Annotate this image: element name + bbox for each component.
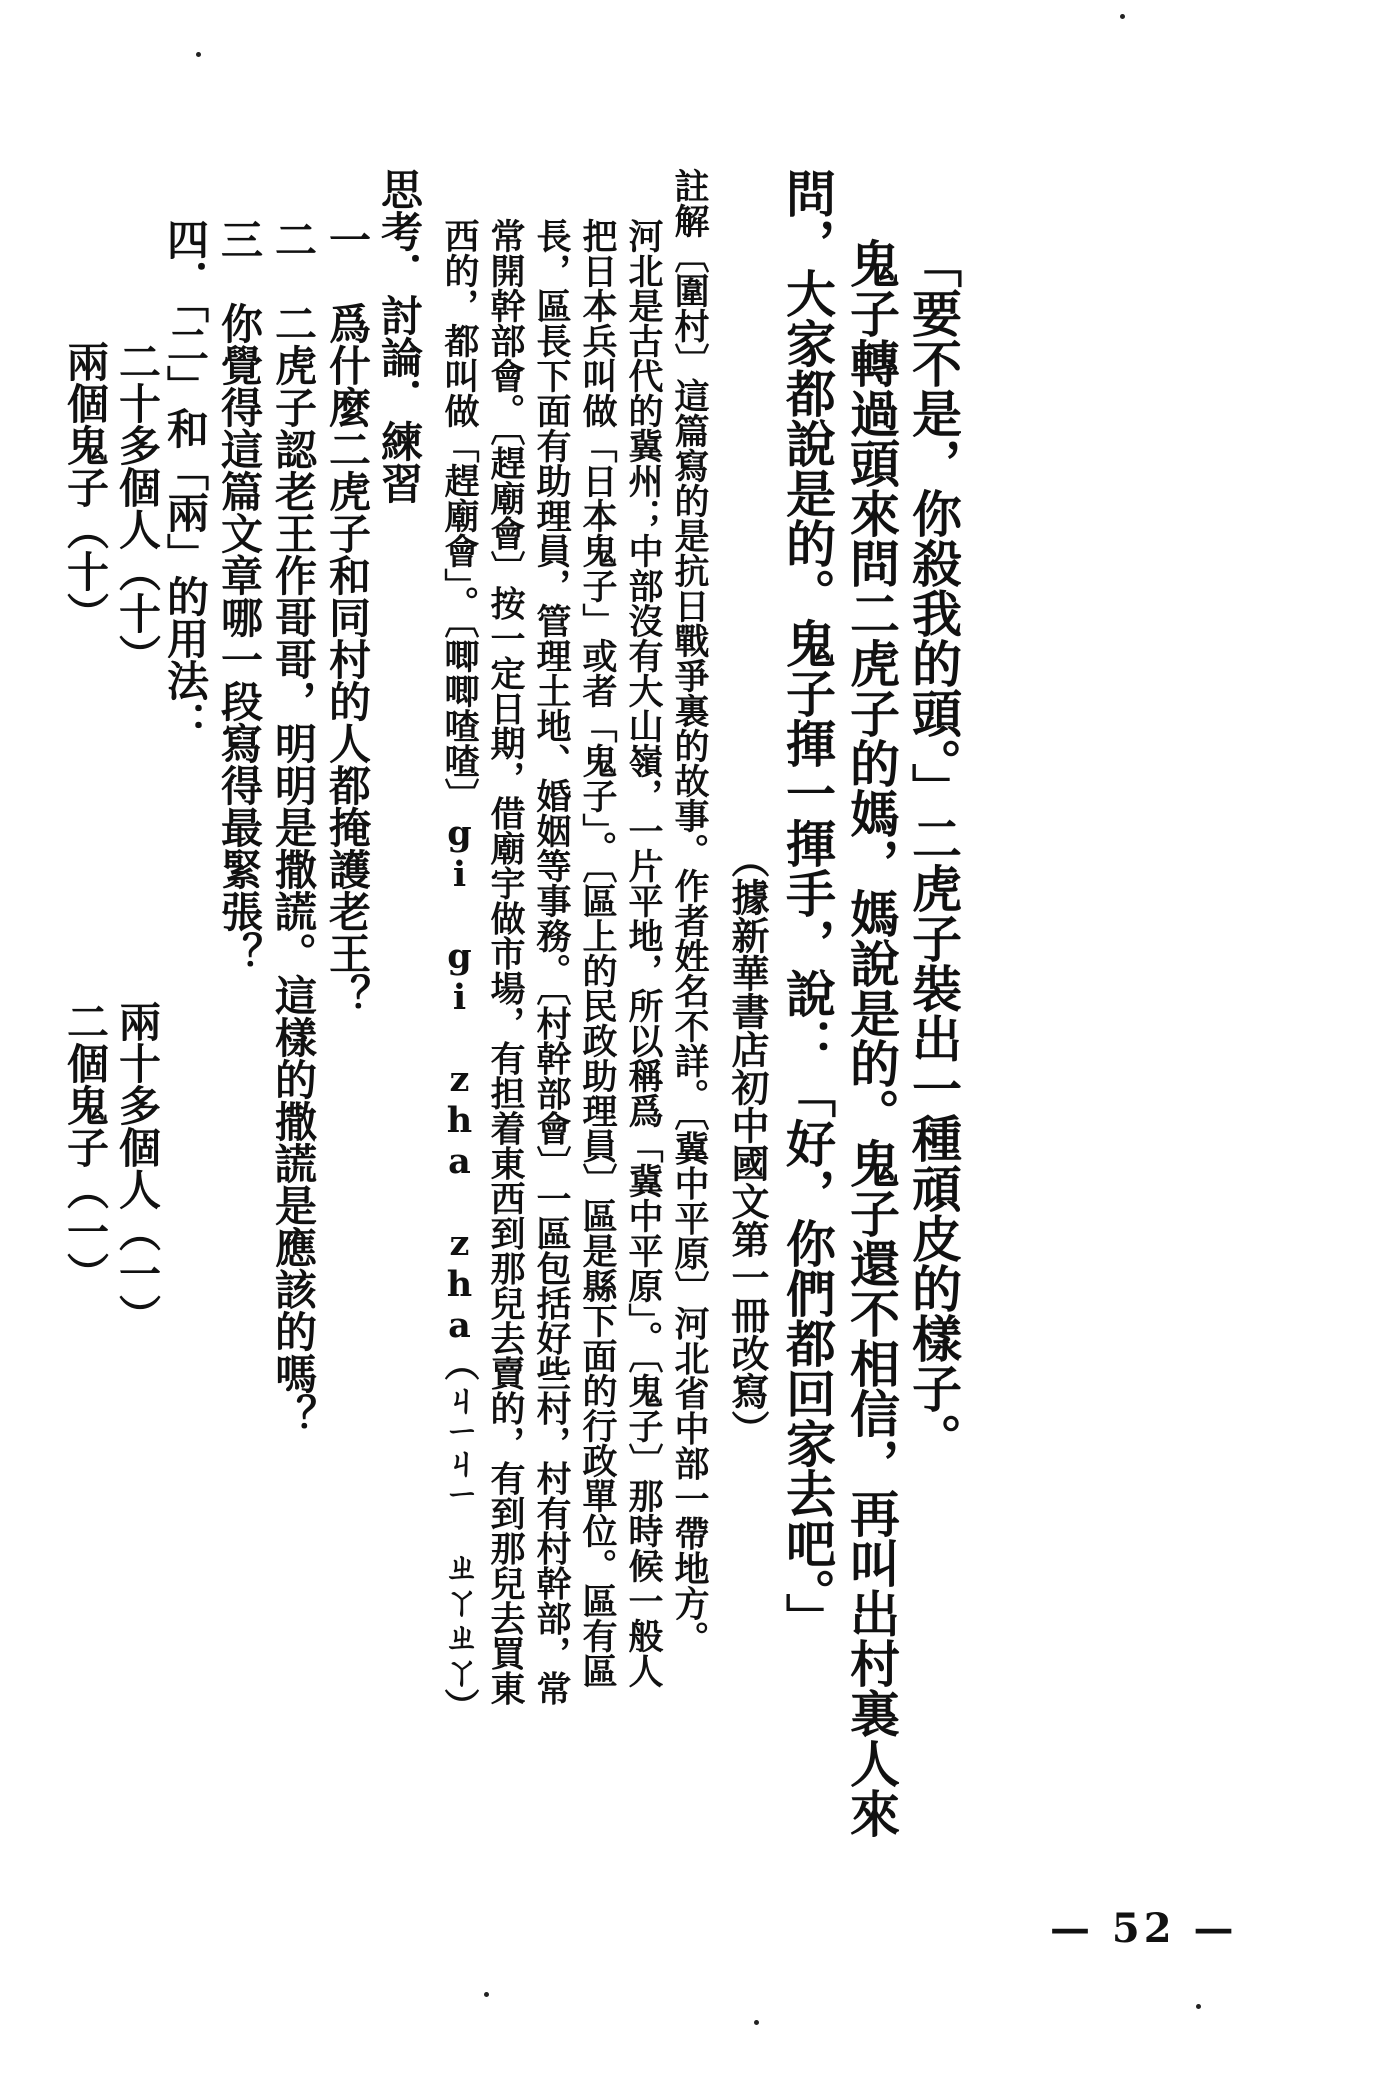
notes-col-3: 把日本兵叫做「日本鬼子」或者「鬼子」。〔區上的民政助理員〕區是縣下面的行政單位。區有區 bbox=[577, 218, 618, 1688]
example-col-2-top: 兩個鬼子（十） bbox=[61, 340, 110, 634]
page-number: — 52 — bbox=[1050, 1905, 1238, 1952]
scan-speck bbox=[1196, 2004, 1201, 2009]
source-note: （據新華書店初中國文第一冊改寫） bbox=[725, 840, 770, 1448]
question-3: 三 你覺得這篇文章哪一段寫得最緊張？ bbox=[215, 218, 264, 974]
scan-speck bbox=[754, 2020, 759, 2025]
notes-col-4: 長，區長下面有助理員，管理土地、婚姻等事務。〔村幹部會〕一區包括好些村，村有村幹部，常 bbox=[531, 218, 572, 1706]
question-1: 一 爲什麼二虎子和同村的人都掩護老王？ bbox=[323, 218, 372, 1016]
exercise-title: 思考．討論．練習 bbox=[375, 168, 424, 504]
notes-col-2: 河北是古代的冀州；中部沒有大山嶺，一片平地，所以稱爲「冀中平原」。〔鬼子〕那時候一般人 bbox=[623, 218, 664, 1688]
example-col-1-bottom: 兩十多個人（一） bbox=[113, 1000, 162, 1336]
notes-col-5: 常開幹部會。〔趕廟會〕按一定日期，借廟宇做市場，有担着東西到那兒去賣的，有到那兒去買東 bbox=[485, 218, 526, 1706]
scan-speck bbox=[484, 1992, 489, 1997]
question-4: 四．「二」和「兩」的用法： bbox=[161, 218, 210, 743]
question-2: 二 二虎子認老王作哥哥，明明是撒謊。這樣的撒謊是應該的嗎？ bbox=[269, 218, 318, 1436]
main-text-col-1: 「要不是，你殺我的頭。」二虎子裝出一種頑皮的樣子。 bbox=[904, 238, 963, 1463]
main-text-col-2: 鬼子轉過頭來問二虎子的媽，媽說是的。鬼子還不相信，再叫出村裏人來 bbox=[842, 238, 901, 1838]
example-col-2-bottom: 二個鬼子（一） bbox=[61, 1000, 110, 1294]
scan-speck bbox=[196, 52, 201, 57]
notes-col-1: 註解〔圍村〕這篇寫的是抗日戰爭裏的故事。作者姓名不詳。〔冀中平原〕河北省中部一帶地方。 bbox=[669, 168, 710, 1656]
example-col-1-top: 二十多個人（十） bbox=[113, 340, 162, 676]
main-text-col-3: 問，大家都說是的。鬼子揮一揮手，說：「好，你們都回家去吧。」 bbox=[778, 168, 837, 1643]
scan-speck bbox=[1120, 14, 1125, 19]
notes-col-6: 西的，都叫做「趕廟會」。〔唧唧喳喳〕gi gi zha zha（ㄐㄧㄐㄧ ㄓㄚㄓㄚ） bbox=[439, 218, 480, 1723]
